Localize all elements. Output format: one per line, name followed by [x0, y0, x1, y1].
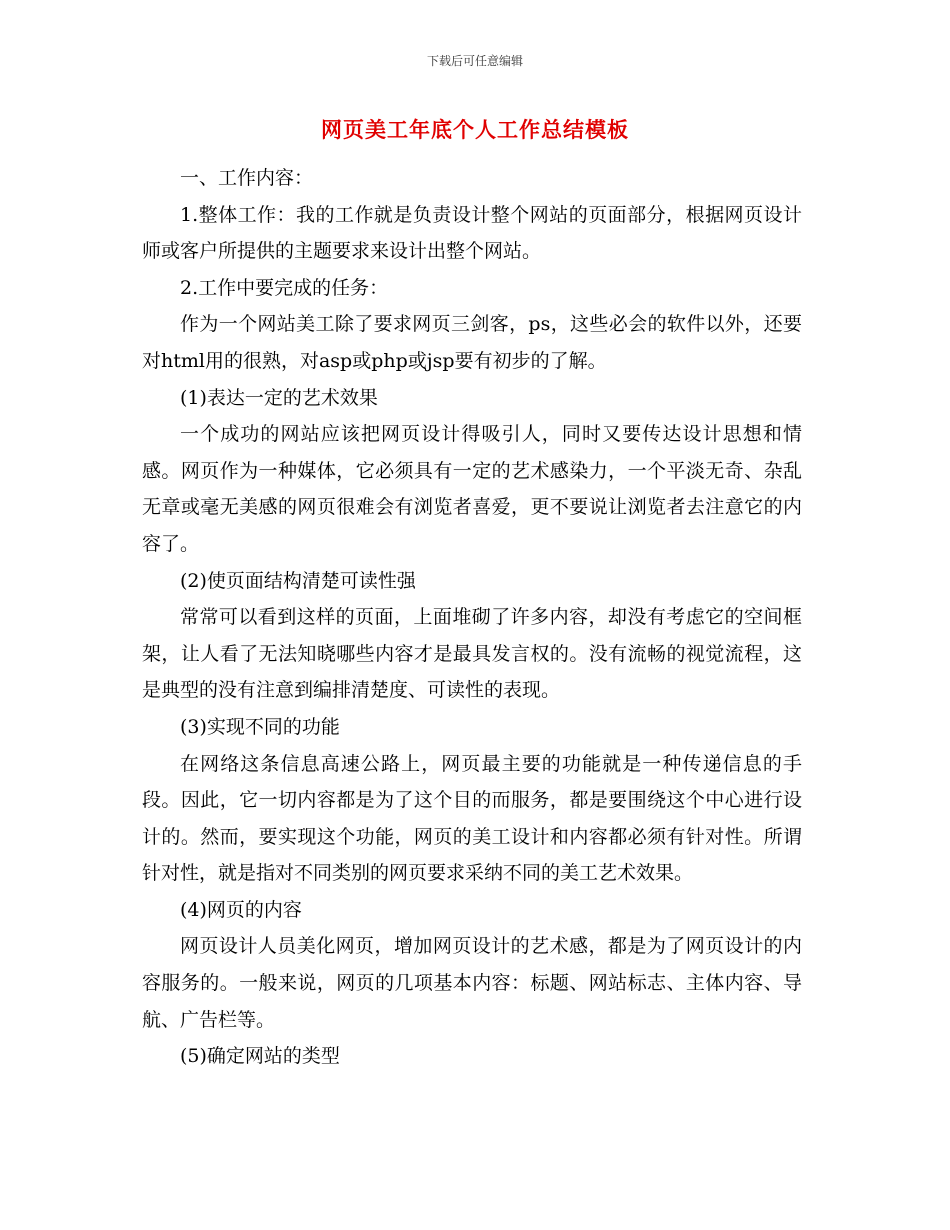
- item-heading: (4)网页的内容: [180, 898, 302, 921]
- document-body: [142, 160, 802, 1075]
- paragraph: 作为一个网站美工除了要求网页三剑客，ps，这些必会的软件以外，还要对html用的很熟，对asp或php或jsp要有初步的了解。: [142, 313, 802, 372]
- paragraph: 一个成功的网站应该把网页设计得吸引人，同时又要传达设计思想和情感。网页作为一种媒体，它必须具有一定的艺术感染力，一个平淡无奇、杂乱无章或毫无美感的网页很难会有浏览者喜爱，更不要说让浏览者去注意它的内容了。: [142, 423, 802, 555]
- document-title: 网页美工年底个人工作总结模板: [321, 117, 629, 142]
- item-heading: (2)使页面结构清楚可读性强: [180, 569, 416, 592]
- section-heading: 一、工作内容：: [180, 167, 314, 189]
- page-header: 下载后可任意编辑: [426, 54, 523, 68]
- item-heading: (3)实现不同的功能: [180, 715, 340, 738]
- paragraph: 1.整体工作：我的工作就是负责设计整个网站的页面部分，根据网页设计师或客户所提供的主题要求来设计出整个网站。: [142, 203, 802, 263]
- paragraph: 网页设计人员美化网页，增加网页设计的艺术感，都是为了网页设计的内容服务的。一般来说，网页的几项基本内容：标题、网站标志、主体内容、导航、广告栏等。: [142, 935, 802, 1031]
- subsection-heading: 2.工作中要完成的任务：: [180, 276, 389, 299]
- item-heading: (5)确定网站的类型: [180, 1045, 340, 1068]
- paragraph: 在网络这条信息高速公路上，网页最主要的功能就是一种传递信息的手段。因此，它一切内容都是为了这个目的而服务，都是要围绕这个中心进行设计的。然而，要实现这个功能，网页的美工设计和内容都必须有针对性。所谓针对性，就是指对不同类别的网页要求采纳不同的美工艺术效果。: [142, 752, 802, 885]
- item-heading: (1)表达一定的艺术效果: [180, 386, 378, 409]
- paragraph: 常常可以看到这样的页面，上面堆砌了许多内容，却没有考虑它的空间框架，让人看了无法知晓哪些内容才是最具发言权的。没有流畅的视觉流程，这是典型的没有注意到编排清楚度、可读性的表现。: [142, 606, 802, 702]
